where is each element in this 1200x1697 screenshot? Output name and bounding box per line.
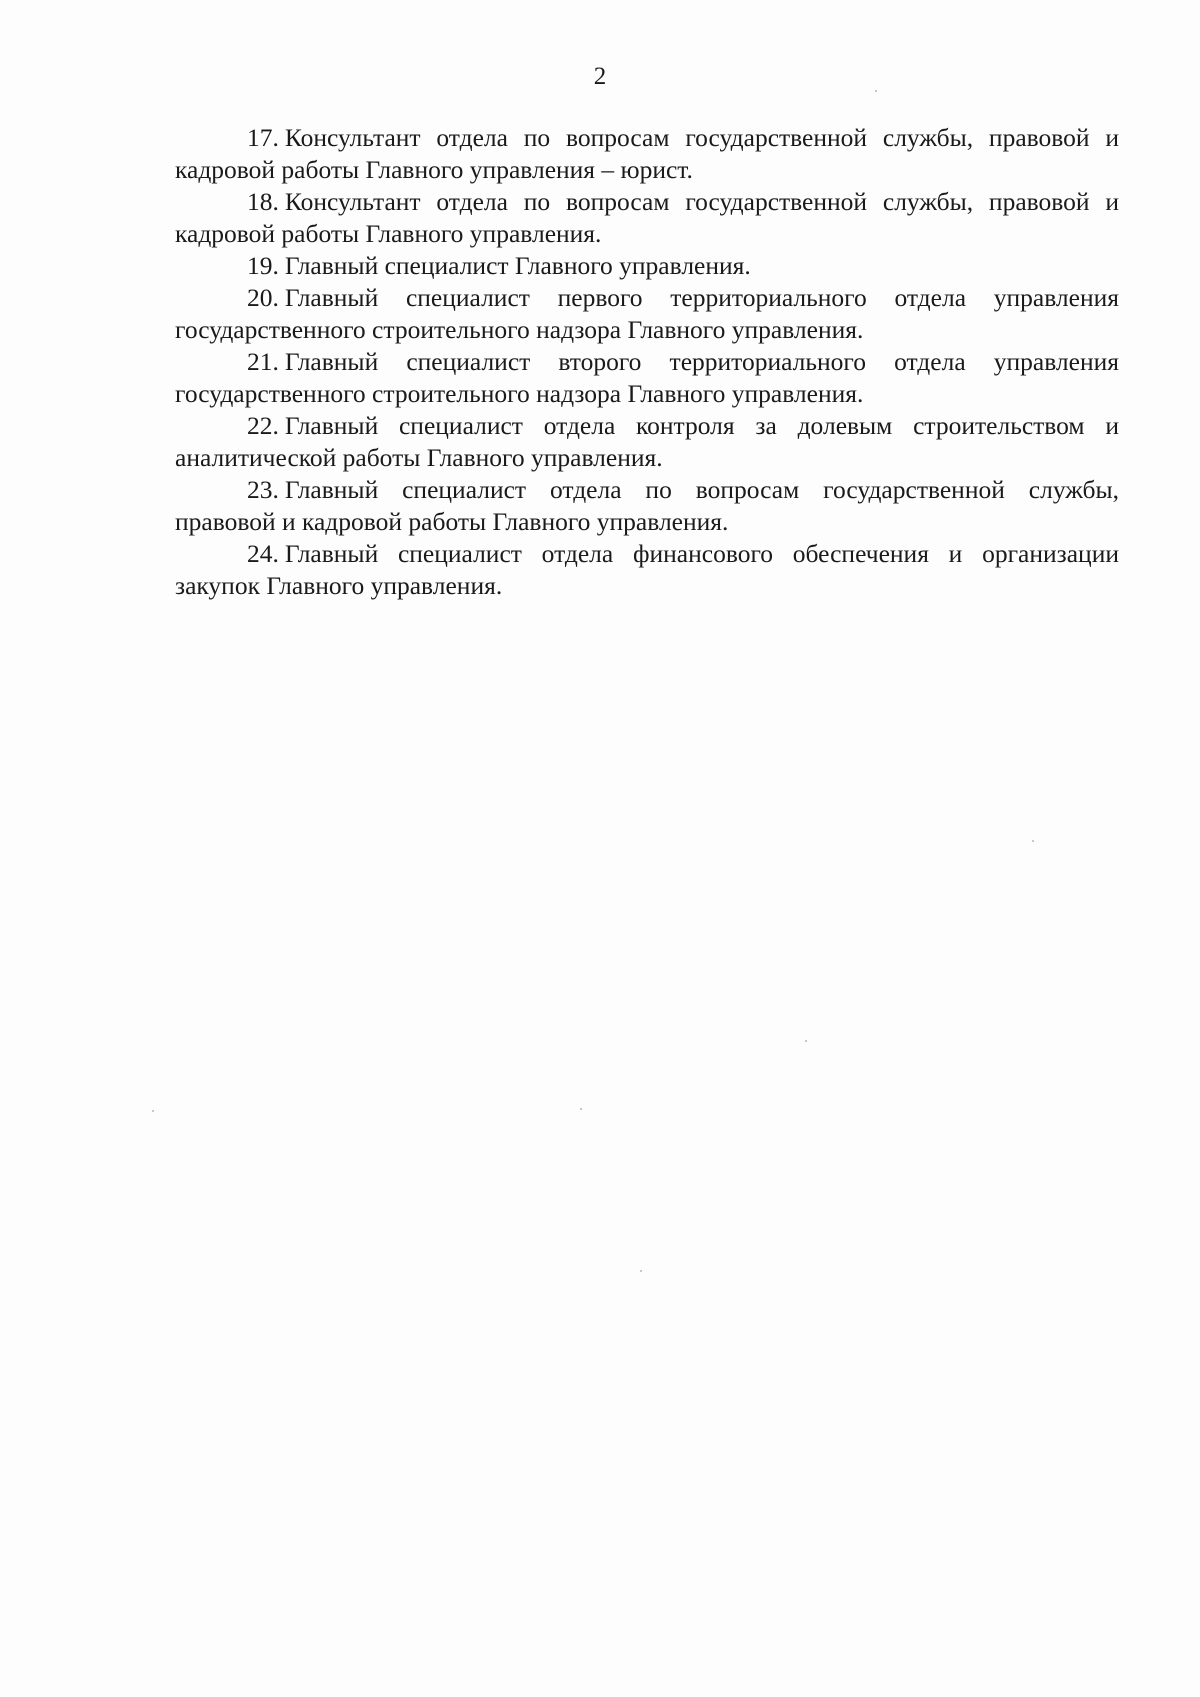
item-text: Консультант отдела по вопросам государственной службы, правовой и кадровой работы Главного управления.	[175, 187, 1119, 248]
list-item	[175, 122, 1119, 186]
item-number: 18.	[247, 187, 279, 216]
scan-speck	[580, 1108, 582, 1110]
item-number: 22.	[247, 411, 279, 440]
list-item	[175, 346, 1119, 410]
list-item	[175, 250, 1119, 282]
item-text: Главный специалист первого территориального отдела управления государственного строительного надзора Главного управления.	[175, 283, 1119, 344]
item-number: 17.	[247, 123, 279, 152]
item-text: Главный специалист отдела по вопросам государственной службы, правовой и кадровой работы Главного управления.	[175, 475, 1119, 536]
item-number: 24.	[247, 539, 279, 568]
scan-speck	[1032, 840, 1034, 842]
list-item	[175, 538, 1119, 602]
list-item	[175, 186, 1119, 250]
list-item	[175, 410, 1119, 474]
scan-speck	[875, 90, 877, 92]
item-number: 19.	[247, 251, 279, 280]
position-list	[175, 122, 1119, 602]
item-number: 21.	[247, 347, 279, 376]
item-number: 23.	[247, 475, 279, 504]
scan-speck	[805, 1040, 807, 1042]
scan-speck	[640, 1270, 642, 1272]
item-text: Главный специалист второго территориального отдела управления государственного строительного надзора Главного управления.	[175, 347, 1119, 408]
scan-speck	[152, 1110, 154, 1112]
item-text: Главный специалист Главного управления.	[284, 251, 751, 280]
list-item	[175, 282, 1119, 346]
item-text: Консультант отдела по вопросам государственной службы, правовой и кадровой работы Главного управления – юрист.	[175, 123, 1119, 184]
page-number: 2	[593, 63, 607, 90]
list-item	[175, 474, 1119, 538]
item-number: 20.	[247, 283, 279, 312]
item-text: Главный специалист отдела контроля за долевым строительством и аналитической работы Главного управления.	[175, 411, 1119, 472]
item-text: Главный специалист отдела финансового обеспечения и организации закупок Главного управления.	[175, 539, 1119, 600]
